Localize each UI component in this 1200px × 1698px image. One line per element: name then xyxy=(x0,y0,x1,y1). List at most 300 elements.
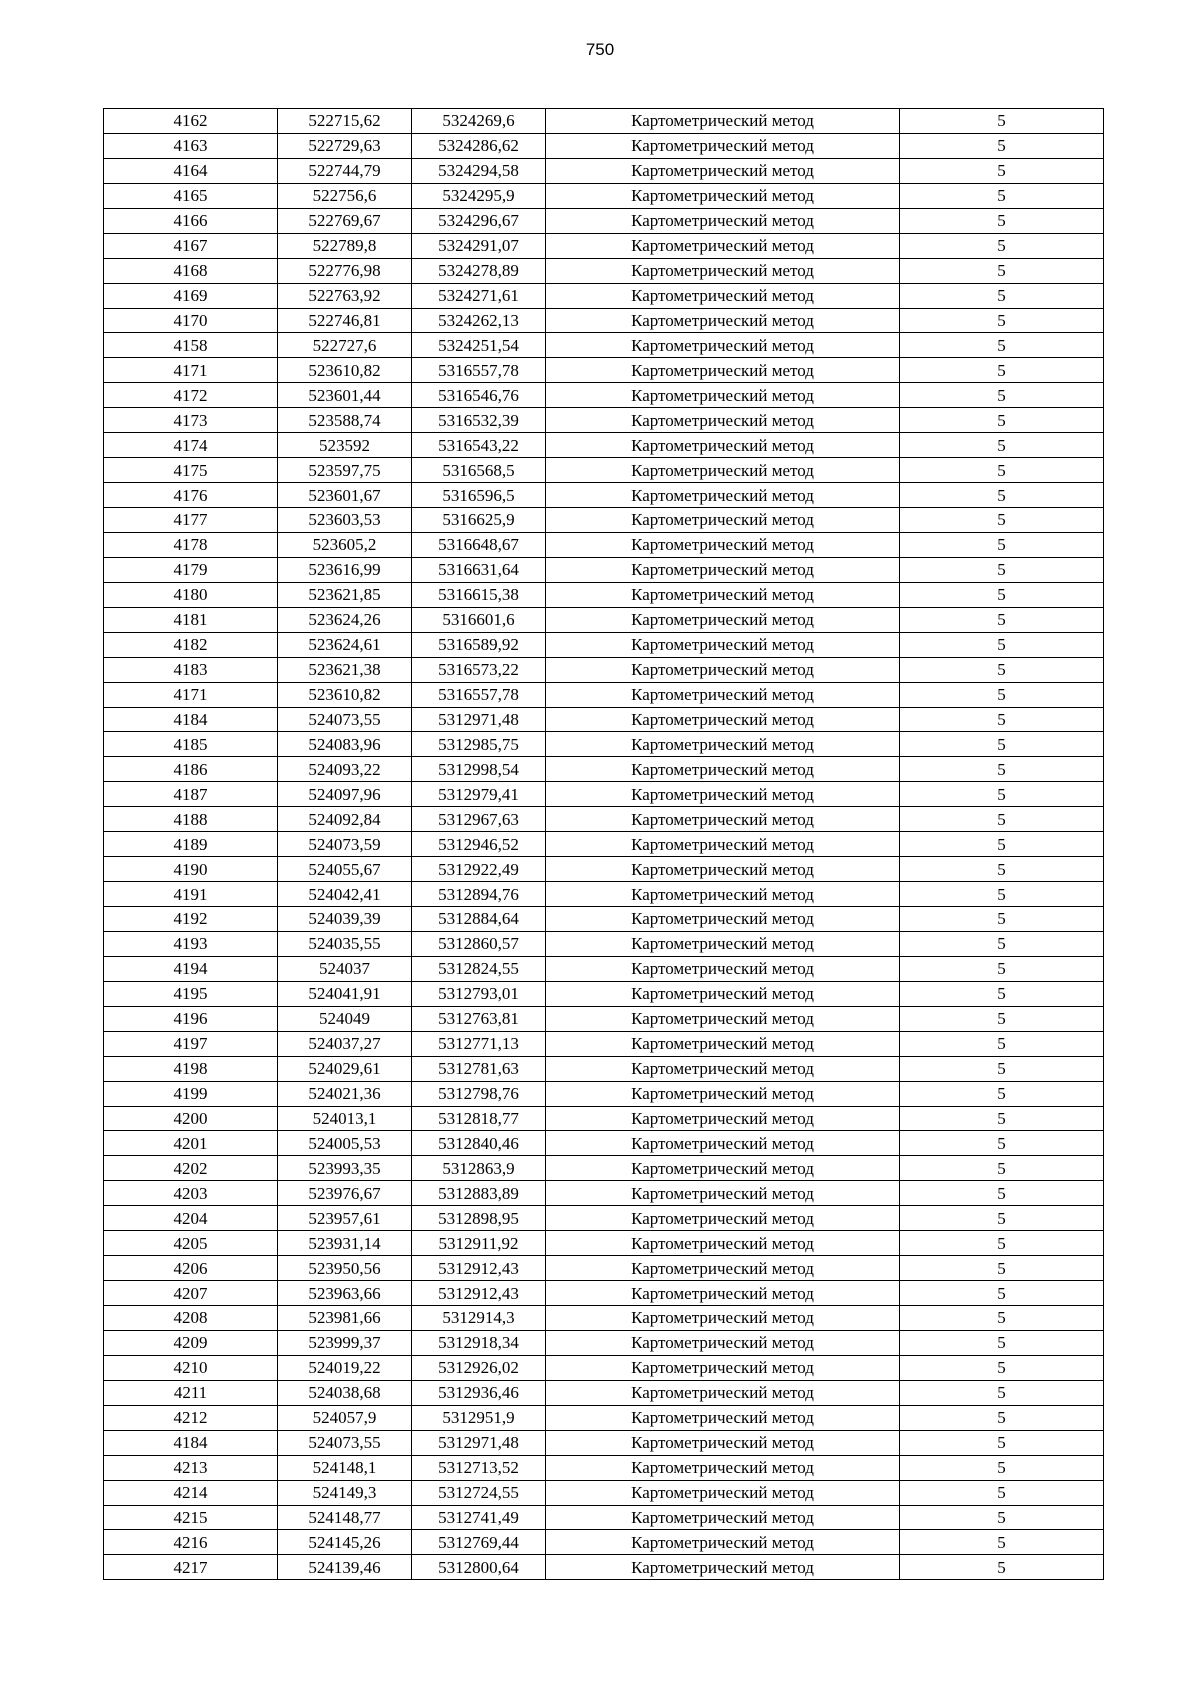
table-row xyxy=(104,1056,1104,1081)
point-number-cell: 4202 xyxy=(104,1156,278,1181)
method-cell: Картометрический метод xyxy=(546,408,900,433)
accuracy-cell: 5 xyxy=(900,383,1104,408)
method-cell: Картометрический метод xyxy=(546,682,900,707)
y-coordinate-cell: 5312918,34 xyxy=(412,1330,546,1355)
coordinates-table xyxy=(103,108,1104,1580)
method-cell: Картометрический метод xyxy=(546,782,900,807)
method-cell: Картометрический метод xyxy=(546,1306,900,1331)
point-number-cell: 4174 xyxy=(104,433,278,458)
x-coordinate-cell: 524021,36 xyxy=(278,1081,412,1106)
x-coordinate-cell: 523950,56 xyxy=(278,1256,412,1281)
table-row xyxy=(104,1380,1104,1405)
y-coordinate-cell: 5316532,39 xyxy=(412,408,546,433)
method-cell: Картометрический метод xyxy=(546,1455,900,1480)
point-number-cell: 4216 xyxy=(104,1530,278,1555)
accuracy-cell: 5 xyxy=(900,1056,1104,1081)
method-cell: Картометрический метод xyxy=(546,208,900,233)
method-cell: Картометрический метод xyxy=(546,931,900,956)
y-coordinate-cell: 5312936,46 xyxy=(412,1380,546,1405)
x-coordinate-cell: 523999,37 xyxy=(278,1330,412,1355)
table-row xyxy=(104,632,1104,657)
method-cell: Картометрический метод xyxy=(546,483,900,508)
x-coordinate-cell: 523605,2 xyxy=(278,532,412,557)
method-cell: Картометрический метод xyxy=(546,1206,900,1231)
table-row xyxy=(104,1281,1104,1306)
y-coordinate-cell: 5316546,76 xyxy=(412,383,546,408)
method-cell: Картометрический метод xyxy=(546,532,900,557)
method-cell: Картометрический метод xyxy=(546,508,900,533)
method-cell: Картометрический метод xyxy=(546,1056,900,1081)
point-number-cell: 4192 xyxy=(104,907,278,932)
table-row xyxy=(104,258,1104,283)
point-number-cell: 4194 xyxy=(104,956,278,981)
y-coordinate-cell: 5312926,02 xyxy=(412,1355,546,1380)
x-coordinate-cell: 523588,74 xyxy=(278,408,412,433)
table-row xyxy=(104,358,1104,383)
table-row xyxy=(104,333,1104,358)
y-coordinate-cell: 5324286,62 xyxy=(412,133,546,158)
x-coordinate-cell: 524049 xyxy=(278,1006,412,1031)
method-cell: Картометрический метод xyxy=(546,732,900,757)
x-coordinate-cell: 524073,55 xyxy=(278,707,412,732)
point-number-cell: 4200 xyxy=(104,1106,278,1131)
table-row xyxy=(104,1256,1104,1281)
table-row xyxy=(104,1530,1104,1555)
point-number-cell: 4196 xyxy=(104,1006,278,1031)
point-number-cell: 4162 xyxy=(104,109,278,134)
point-number-cell: 4208 xyxy=(104,1306,278,1331)
y-coordinate-cell: 5316557,78 xyxy=(412,682,546,707)
accuracy-cell: 5 xyxy=(900,632,1104,657)
x-coordinate-cell: 524029,61 xyxy=(278,1056,412,1081)
point-number-cell: 4197 xyxy=(104,1031,278,1056)
table-row xyxy=(104,283,1104,308)
table-row xyxy=(104,732,1104,757)
accuracy-cell: 5 xyxy=(900,981,1104,1006)
point-number-cell: 4204 xyxy=(104,1206,278,1231)
method-cell: Картометрический метод xyxy=(546,1555,900,1580)
method-cell: Картометрический метод xyxy=(546,632,900,657)
accuracy-cell: 5 xyxy=(900,1081,1104,1106)
x-coordinate-cell: 522763,92 xyxy=(278,283,412,308)
method-cell: Картометрический метод xyxy=(546,607,900,632)
y-coordinate-cell: 5324271,61 xyxy=(412,283,546,308)
y-coordinate-cell: 5312724,55 xyxy=(412,1480,546,1505)
x-coordinate-cell: 523624,26 xyxy=(278,607,412,632)
x-coordinate-cell: 523610,82 xyxy=(278,682,412,707)
table-row xyxy=(104,1156,1104,1181)
table-row xyxy=(104,1306,1104,1331)
y-coordinate-cell: 5312863,9 xyxy=(412,1156,546,1181)
accuracy-cell: 5 xyxy=(900,1555,1104,1580)
method-cell: Картометрический метод xyxy=(546,1530,900,1555)
x-coordinate-cell: 524139,46 xyxy=(278,1555,412,1580)
x-coordinate-cell: 523981,66 xyxy=(278,1306,412,1331)
point-number-cell: 4169 xyxy=(104,283,278,308)
table-row xyxy=(104,233,1104,258)
method-cell: Картометрический метод xyxy=(546,283,900,308)
method-cell: Картометрический метод xyxy=(546,707,900,732)
point-number-cell: 4189 xyxy=(104,832,278,857)
point-number-cell: 4209 xyxy=(104,1330,278,1355)
accuracy-cell: 5 xyxy=(900,1031,1104,1056)
y-coordinate-cell: 5312840,46 xyxy=(412,1131,546,1156)
y-coordinate-cell: 5324251,54 xyxy=(412,333,546,358)
y-coordinate-cell: 5316589,92 xyxy=(412,632,546,657)
accuracy-cell: 5 xyxy=(900,657,1104,682)
page-number: 750 xyxy=(585,40,615,59)
method-cell: Картометрический метод xyxy=(546,1081,900,1106)
accuracy-cell: 5 xyxy=(900,532,1104,557)
x-coordinate-cell: 524042,41 xyxy=(278,882,412,907)
accuracy-cell: 5 xyxy=(900,483,1104,508)
y-coordinate-cell: 5312824,55 xyxy=(412,956,546,981)
method-cell: Картометрический метод xyxy=(546,1505,900,1530)
coordinates-table-container xyxy=(103,108,1103,1580)
accuracy-cell: 5 xyxy=(900,1106,1104,1131)
point-number-cell: 4195 xyxy=(104,981,278,1006)
x-coordinate-cell: 523931,14 xyxy=(278,1231,412,1256)
accuracy-cell: 5 xyxy=(900,458,1104,483)
accuracy-cell: 5 xyxy=(900,1405,1104,1430)
accuracy-cell: 5 xyxy=(900,1131,1104,1156)
accuracy-cell: 5 xyxy=(900,1256,1104,1281)
accuracy-cell: 5 xyxy=(900,682,1104,707)
point-number-cell: 4173 xyxy=(104,408,278,433)
method-cell: Картометрический метод xyxy=(546,1181,900,1206)
x-coordinate-cell: 524041,91 xyxy=(278,981,412,1006)
method-cell: Картометрический метод xyxy=(546,1106,900,1131)
y-coordinate-cell: 5312883,89 xyxy=(412,1181,546,1206)
accuracy-cell: 5 xyxy=(900,757,1104,782)
table-row xyxy=(104,557,1104,582)
accuracy-cell: 5 xyxy=(900,283,1104,308)
x-coordinate-cell: 523624,61 xyxy=(278,632,412,657)
x-coordinate-cell: 523597,75 xyxy=(278,458,412,483)
point-number-cell: 4177 xyxy=(104,508,278,533)
point-number-cell: 4163 xyxy=(104,133,278,158)
accuracy-cell: 5 xyxy=(900,857,1104,882)
y-coordinate-cell: 5312971,48 xyxy=(412,1430,546,1455)
y-coordinate-cell: 5316568,5 xyxy=(412,458,546,483)
x-coordinate-cell: 522715,62 xyxy=(278,109,412,134)
y-coordinate-cell: 5312911,92 xyxy=(412,1231,546,1256)
x-coordinate-cell: 523621,85 xyxy=(278,582,412,607)
x-coordinate-cell: 524019,22 xyxy=(278,1355,412,1380)
table-row xyxy=(104,133,1104,158)
x-coordinate-cell: 524083,96 xyxy=(278,732,412,757)
accuracy-cell: 5 xyxy=(900,907,1104,932)
method-cell: Картометрический метод xyxy=(546,1480,900,1505)
x-coordinate-cell: 522729,63 xyxy=(278,133,412,158)
point-number-cell: 4164 xyxy=(104,158,278,183)
method-cell: Картометрический метод xyxy=(546,433,900,458)
point-number-cell: 4168 xyxy=(104,258,278,283)
x-coordinate-cell: 523616,99 xyxy=(278,557,412,582)
coordinates-table-body xyxy=(104,109,1104,1580)
x-coordinate-cell: 523963,66 xyxy=(278,1281,412,1306)
table-row xyxy=(104,1081,1104,1106)
point-number-cell: 4181 xyxy=(104,607,278,632)
accuracy-cell: 5 xyxy=(900,208,1104,233)
accuracy-cell: 5 xyxy=(900,408,1104,433)
x-coordinate-cell: 522769,67 xyxy=(278,208,412,233)
accuracy-cell: 5 xyxy=(900,956,1104,981)
table-row xyxy=(104,208,1104,233)
point-number-cell: 4158 xyxy=(104,333,278,358)
y-coordinate-cell: 5312967,63 xyxy=(412,807,546,832)
method-cell: Картометрический метод xyxy=(546,657,900,682)
method-cell: Картометрический метод xyxy=(546,1131,900,1156)
table-row xyxy=(104,483,1104,508)
accuracy-cell: 5 xyxy=(900,882,1104,907)
y-coordinate-cell: 5316648,67 xyxy=(412,532,546,557)
accuracy-cell: 5 xyxy=(900,1505,1104,1530)
point-number-cell: 4215 xyxy=(104,1505,278,1530)
method-cell: Картометрический метод xyxy=(546,1430,900,1455)
method-cell: Картометрический метод xyxy=(546,981,900,1006)
table-row xyxy=(104,383,1104,408)
y-coordinate-cell: 5312818,77 xyxy=(412,1106,546,1131)
point-number-cell: 4198 xyxy=(104,1056,278,1081)
method-cell: Картометрический метод xyxy=(546,557,900,582)
x-coordinate-cell: 524035,55 xyxy=(278,931,412,956)
y-coordinate-cell: 5316543,22 xyxy=(412,433,546,458)
x-coordinate-cell: 522776,98 xyxy=(278,258,412,283)
table-row xyxy=(104,1231,1104,1256)
y-coordinate-cell: 5312914,3 xyxy=(412,1306,546,1331)
accuracy-cell: 5 xyxy=(900,1355,1104,1380)
method-cell: Картометрический метод xyxy=(546,1330,900,1355)
accuracy-cell: 5 xyxy=(900,1231,1104,1256)
point-number-cell: 4199 xyxy=(104,1081,278,1106)
x-coordinate-cell: 522746,81 xyxy=(278,308,412,333)
point-number-cell: 4188 xyxy=(104,807,278,832)
x-coordinate-cell: 524149,3 xyxy=(278,1480,412,1505)
method-cell: Картометрический метод xyxy=(546,308,900,333)
point-number-cell: 4201 xyxy=(104,1131,278,1156)
point-number-cell: 4171 xyxy=(104,682,278,707)
table-row xyxy=(104,1006,1104,1031)
point-number-cell: 4176 xyxy=(104,483,278,508)
point-number-cell: 4165 xyxy=(104,183,278,208)
x-coordinate-cell: 524073,55 xyxy=(278,1430,412,1455)
table-row xyxy=(104,183,1104,208)
x-coordinate-cell: 523957,61 xyxy=(278,1206,412,1231)
point-number-cell: 4186 xyxy=(104,757,278,782)
point-number-cell: 4213 xyxy=(104,1455,278,1480)
table-row xyxy=(104,408,1104,433)
table-row xyxy=(104,607,1104,632)
x-coordinate-cell: 523993,35 xyxy=(278,1156,412,1181)
accuracy-cell: 5 xyxy=(900,732,1104,757)
accuracy-cell: 5 xyxy=(900,133,1104,158)
method-cell: Картометрический метод xyxy=(546,757,900,782)
point-number-cell: 4184 xyxy=(104,1430,278,1455)
point-number-cell: 4183 xyxy=(104,657,278,682)
method-cell: Картометрический метод xyxy=(546,1156,900,1181)
point-number-cell: 4206 xyxy=(104,1256,278,1281)
y-coordinate-cell: 5312713,52 xyxy=(412,1455,546,1480)
table-row xyxy=(104,109,1104,134)
point-number-cell: 4172 xyxy=(104,383,278,408)
table-row xyxy=(104,1430,1104,1455)
accuracy-cell: 5 xyxy=(900,1530,1104,1555)
point-number-cell: 4203 xyxy=(104,1181,278,1206)
table-row xyxy=(104,582,1104,607)
accuracy-cell: 5 xyxy=(900,782,1104,807)
accuracy-cell: 5 xyxy=(900,707,1104,732)
y-coordinate-cell: 5324296,67 xyxy=(412,208,546,233)
table-row xyxy=(104,931,1104,956)
y-coordinate-cell: 5316557,78 xyxy=(412,358,546,383)
method-cell: Картометрический метод xyxy=(546,832,900,857)
point-number-cell: 4175 xyxy=(104,458,278,483)
table-row xyxy=(104,1455,1104,1480)
point-number-cell: 4191 xyxy=(104,882,278,907)
point-number-cell: 4217 xyxy=(104,1555,278,1580)
table-row xyxy=(104,458,1104,483)
point-number-cell: 4178 xyxy=(104,532,278,557)
table-row xyxy=(104,1505,1104,1530)
accuracy-cell: 5 xyxy=(900,607,1104,632)
point-number-cell: 4212 xyxy=(104,1405,278,1430)
accuracy-cell: 5 xyxy=(900,158,1104,183)
y-coordinate-cell: 5312985,75 xyxy=(412,732,546,757)
method-cell: Картометрический метод xyxy=(546,1281,900,1306)
accuracy-cell: 5 xyxy=(900,258,1104,283)
y-coordinate-cell: 5316615,38 xyxy=(412,582,546,607)
accuracy-cell: 5 xyxy=(900,508,1104,533)
point-number-cell: 4182 xyxy=(104,632,278,657)
x-coordinate-cell: 524148,1 xyxy=(278,1455,412,1480)
table-row xyxy=(104,1355,1104,1380)
x-coordinate-cell: 523603,53 xyxy=(278,508,412,533)
x-coordinate-cell: 523976,67 xyxy=(278,1181,412,1206)
table-row xyxy=(104,907,1104,932)
y-coordinate-cell: 5312946,52 xyxy=(412,832,546,857)
point-number-cell: 4171 xyxy=(104,358,278,383)
method-cell: Картометрический метод xyxy=(546,857,900,882)
accuracy-cell: 5 xyxy=(900,1006,1104,1031)
table-row xyxy=(104,657,1104,682)
method-cell: Картометрический метод xyxy=(546,907,900,932)
accuracy-cell: 5 xyxy=(900,183,1104,208)
x-coordinate-cell: 523592 xyxy=(278,433,412,458)
x-coordinate-cell: 524037 xyxy=(278,956,412,981)
x-coordinate-cell: 523621,38 xyxy=(278,657,412,682)
table-row xyxy=(104,433,1104,458)
table-row xyxy=(104,757,1104,782)
table-row xyxy=(104,1405,1104,1430)
table-row xyxy=(104,1106,1104,1131)
method-cell: Картометрический метод xyxy=(546,1355,900,1380)
table-row xyxy=(104,832,1104,857)
method-cell: Картометрический метод xyxy=(546,1256,900,1281)
y-coordinate-cell: 5316573,22 xyxy=(412,657,546,682)
table-row xyxy=(104,1480,1104,1505)
y-coordinate-cell: 5312922,49 xyxy=(412,857,546,882)
method-cell: Картометрический метод xyxy=(546,1380,900,1405)
point-number-cell: 4179 xyxy=(104,557,278,582)
point-number-cell: 4211 xyxy=(104,1380,278,1405)
method-cell: Картометрический метод xyxy=(546,133,900,158)
method-cell: Картометрический метод xyxy=(546,383,900,408)
y-coordinate-cell: 5312951,9 xyxy=(412,1405,546,1430)
y-coordinate-cell: 5312894,76 xyxy=(412,882,546,907)
x-coordinate-cell: 524092,84 xyxy=(278,807,412,832)
method-cell: Картометрический метод xyxy=(546,333,900,358)
table-row xyxy=(104,308,1104,333)
x-coordinate-cell: 524057,9 xyxy=(278,1405,412,1430)
x-coordinate-cell: 522744,79 xyxy=(278,158,412,183)
method-cell: Картометрический метод xyxy=(546,582,900,607)
method-cell: Картометрический метод xyxy=(546,956,900,981)
method-cell: Картометрический метод xyxy=(546,109,900,134)
x-coordinate-cell: 524039,39 xyxy=(278,907,412,932)
table-row xyxy=(104,956,1104,981)
accuracy-cell: 5 xyxy=(900,931,1104,956)
method-cell: Картометрический метод xyxy=(546,458,900,483)
point-number-cell: 4210 xyxy=(104,1355,278,1380)
table-row xyxy=(104,707,1104,732)
y-coordinate-cell: 5324291,07 xyxy=(412,233,546,258)
y-coordinate-cell: 5312898,95 xyxy=(412,1206,546,1231)
y-coordinate-cell: 5316601,6 xyxy=(412,607,546,632)
method-cell: Картометрический метод xyxy=(546,1231,900,1256)
method-cell: Картометрический метод xyxy=(546,807,900,832)
accuracy-cell: 5 xyxy=(900,1455,1104,1480)
table-row xyxy=(104,981,1104,1006)
accuracy-cell: 5 xyxy=(900,1181,1104,1206)
x-coordinate-cell: 524013,1 xyxy=(278,1106,412,1131)
y-coordinate-cell: 5316596,5 xyxy=(412,483,546,508)
x-coordinate-cell: 524073,59 xyxy=(278,832,412,857)
x-coordinate-cell: 524145,26 xyxy=(278,1530,412,1555)
accuracy-cell: 5 xyxy=(900,807,1104,832)
table-row xyxy=(104,1131,1104,1156)
method-cell: Картометрический метод xyxy=(546,158,900,183)
point-number-cell: 4187 xyxy=(104,782,278,807)
accuracy-cell: 5 xyxy=(900,1156,1104,1181)
accuracy-cell: 5 xyxy=(900,308,1104,333)
accuracy-cell: 5 xyxy=(900,233,1104,258)
table-row xyxy=(104,1330,1104,1355)
x-coordinate-cell: 524038,68 xyxy=(278,1380,412,1405)
y-coordinate-cell: 5312769,44 xyxy=(412,1530,546,1555)
x-coordinate-cell: 524055,67 xyxy=(278,857,412,882)
method-cell: Картометрический метод xyxy=(546,1405,900,1430)
y-coordinate-cell: 5312884,64 xyxy=(412,907,546,932)
table-row xyxy=(104,807,1104,832)
point-number-cell: 4185 xyxy=(104,732,278,757)
y-coordinate-cell: 5324295,9 xyxy=(412,183,546,208)
y-coordinate-cell: 5312912,43 xyxy=(412,1256,546,1281)
x-coordinate-cell: 522756,6 xyxy=(278,183,412,208)
accuracy-cell: 5 xyxy=(900,109,1104,134)
table-row xyxy=(104,782,1104,807)
y-coordinate-cell: 5312763,81 xyxy=(412,1006,546,1031)
point-number-cell: 4167 xyxy=(104,233,278,258)
method-cell: Картометрический метод xyxy=(546,358,900,383)
point-number-cell: 4170 xyxy=(104,308,278,333)
y-coordinate-cell: 5312798,76 xyxy=(412,1081,546,1106)
x-coordinate-cell: 524005,53 xyxy=(278,1131,412,1156)
x-coordinate-cell: 523601,67 xyxy=(278,483,412,508)
accuracy-cell: 5 xyxy=(900,433,1104,458)
method-cell: Картометрический метод xyxy=(546,1031,900,1056)
y-coordinate-cell: 5312979,41 xyxy=(412,782,546,807)
